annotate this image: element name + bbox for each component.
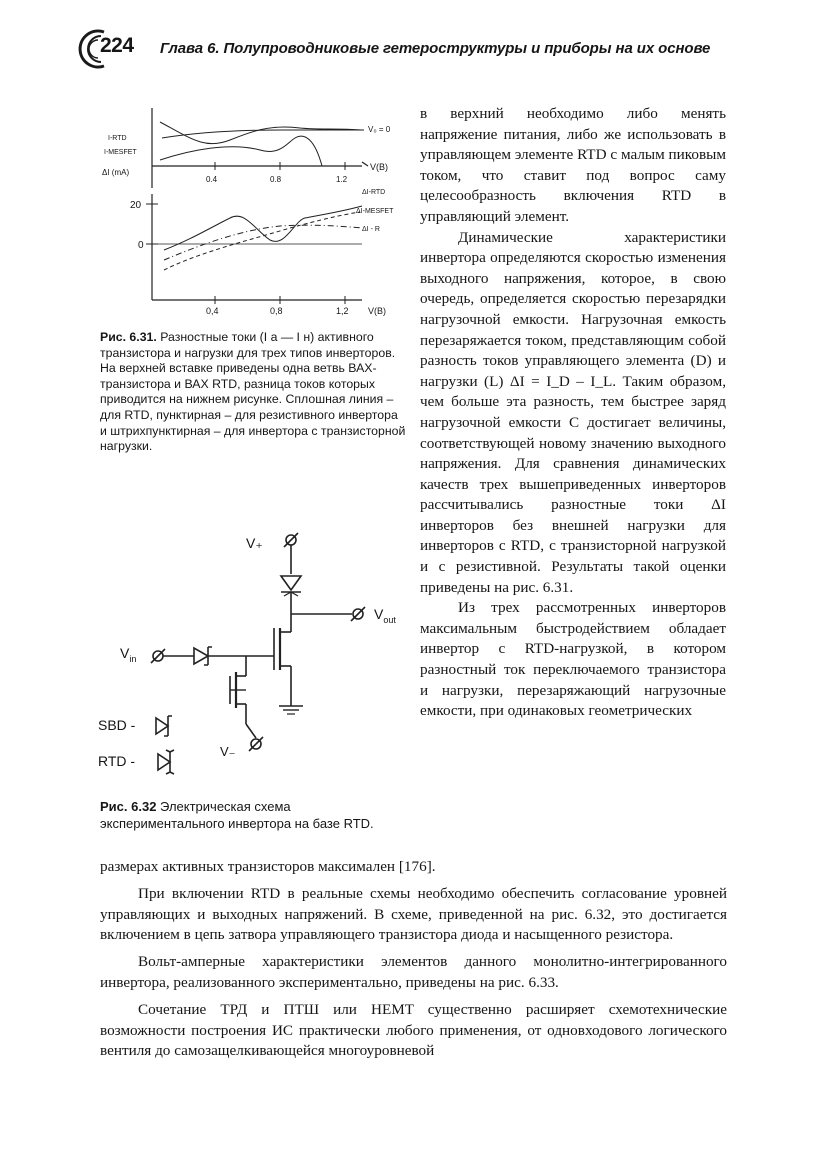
top-legend-3: ΔI (mA) (102, 168, 130, 177)
paragraph: в верхний необходимо либо менять напряжение питания, либо же использовать в управляющем элементе RTD с малым пиковым током, что ставит под вопрос саму целесообразность включения RTD в управляющий элемент. (420, 105, 726, 225)
v-minus-label: V₋ (220, 744, 236, 759)
bottom-axis-label: V(B) (368, 306, 386, 316)
sbd-symbol-icon (156, 716, 172, 736)
v-plus-label: V₊ (246, 535, 263, 551)
top-axis-label: V(B) (370, 162, 388, 172)
page-number: 224 (100, 34, 134, 57)
right-label-3: ΔI - R (362, 226, 380, 233)
v-out-label: $V_{out}$ (374, 606, 396, 625)
v-in-label: $V_{in}$ (120, 645, 137, 664)
paragraph: Из трех рассмотренных инверторов максимальным быстродействием обладает инвертор с RTD-нагрузкой, в котором разностный ток переключаемого транзистора и нагрузки, перезаряжающий нагрузочные емкости, при одинаковых геометрических (420, 599, 726, 720)
top-tick-1: 0.4 (206, 175, 218, 184)
top-tick-2: 0.8 (270, 175, 282, 184)
bottom-tick-2: 0,8 (270, 306, 283, 316)
paragraph: Вольт-амперные характеристики элементов данного монолитно-интегрированного инвертора, реализованного экспериментально, приведены на рис. 6.33. (100, 953, 727, 991)
caption-label: Рис. 6.32 (100, 799, 157, 814)
caption-text: Электрическая схема экспериментального инвертора на базе RTD. (100, 799, 374, 831)
bottom-tick-3: 1,2 (336, 306, 349, 316)
y-tick-0: 0 (138, 240, 144, 251)
figure-6-32-circuit (96, 528, 412, 790)
top-legend-2: I-MESFET (104, 149, 137, 156)
legend-rtd: RTD - (98, 753, 136, 769)
paragraph: При включении RTD в реальные схемы необходимо обеспечить согласование уровней управляющих и выходных напряжений. В схеме, приведенной на рис. 6.32, это достигается включением в цепь затвора управляющего транзистора диода и насыщенного резистора. (100, 884, 727, 944)
top-right-label: V₀ = 0 (368, 125, 391, 134)
figure-6-31-graph (100, 100, 412, 318)
right-column-text (420, 104, 726, 722)
caption-text: Разностные токи (I а — I н) активного транзистора и нагрузки для трех типов инверторов. На верхней вставке приведены одна ветвь ВАХ-транзистора и ВАХ RTD, разница токов которых приводится на нижнем рисунке. Сплошная линия – для RTD, пунктирная – для резистивного инвертора и штрихпунктирная – для инвертора с транзисторной нагрузки. (100, 330, 406, 454)
top-legend-1: I-RTD (108, 135, 127, 142)
top-tick-3: 1.2 (336, 175, 348, 184)
paragraph: размерах активных транзисторов максимален [176]. (100, 858, 436, 875)
right-label-1: ΔI-RTD (362, 189, 386, 196)
figure-6-32-caption (100, 798, 406, 832)
bottom-tick-1: 0,4 (206, 306, 219, 316)
right-label-2: ΔI-MESFET (356, 208, 394, 215)
paragraph: Сочетание ТРД и ПТШ или HEMT существенно расширяет схемотехнические возможности построения ИС практически любого применения, от одновходового логического вентиля до самозащелкивающейся многоуровневой (100, 1000, 727, 1060)
figure-6-31-caption (100, 330, 406, 455)
legend-sbd: SBD - (98, 717, 136, 733)
y-tick-20: 20 (130, 200, 142, 211)
chapter-title: Глава 6. Полупроводниковые гетероструктуры и приборы на их основе (160, 40, 711, 57)
rtd-symbol-icon (158, 750, 174, 774)
paragraph: Динамические характеристики инвертора определяются скоростью изменения выходного напряжения, которое, в свою очередь, определяется скоростью перезарядки нагрузочной емкости. Нагрузочная емкость перезаряжается током, представляющим собой разность токов управляющего элемента (D) и нагрузки (L) ΔI = I_D – I_L. Таким образом, чем больше эта разность, тем быстрее заряд нагрузочной емкости C достигает величины, соответствующей новому значению выходного напряжения. Для сравнения динамических качеств трех вышеприведенных инверторов рассчитывались разностные токи ΔI инверторов без внешней нагрузки для инверторов с RTD, с транзисторной нагрузкой и с резистивной. Результаты такой оценки приведены на рис. 6.31. (420, 228, 726, 596)
caption-label: Рис. 6.31. (100, 330, 157, 344)
full-width-text (100, 857, 727, 1062)
